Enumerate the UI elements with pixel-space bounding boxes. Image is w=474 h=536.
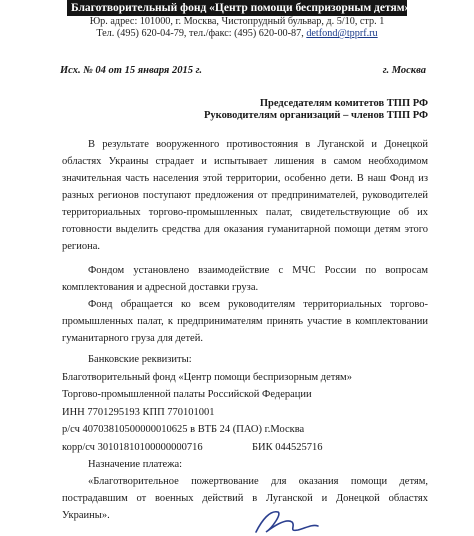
outgoing-number: Исх. № 04 от 15 января 2015 г. bbox=[60, 65, 202, 76]
letter-body-3 bbox=[62, 296, 428, 347]
addressee-block bbox=[204, 98, 428, 122]
bank-details bbox=[62, 351, 428, 474]
letterhead bbox=[0, 0, 474, 40]
letterhead-title: Благотворительный фонд «Центр помощи беспризорным детям» bbox=[67, 0, 407, 16]
paragraph-2: Фондом установлено взаимодействие с МЧС России по вопросам комплектования и адресной доставки груза. bbox=[62, 265, 428, 293]
addressee-line-2: Руководителям организаций – членов ТПП РФ bbox=[204, 110, 428, 121]
bank-corr: корр/сч 30101810100000000716 bbox=[62, 441, 203, 453]
bank-heading: Банковские реквизиты: bbox=[88, 354, 192, 365]
letter-body bbox=[62, 136, 428, 255]
bank-org-1: Благотворительный фонд «Центр помощи беспризорным детям» bbox=[62, 371, 352, 383]
letterhead-phones: Тел. (495) 620-04-79, тел./факс: (495) 620-00-87, bbox=[96, 28, 304, 39]
letter-city: г. Москва bbox=[382, 65, 426, 76]
purpose-block bbox=[62, 473, 428, 524]
bank-inn-kpp: ИНН 7701295193 КПП 770101001 bbox=[62, 406, 215, 418]
letter-meta bbox=[60, 65, 426, 76]
purpose-heading: Назначение платежа: bbox=[88, 459, 183, 470]
paragraph-1: В результате вооруженного противостояния в Луганской и Донецкой областях Украины страдает и испытывает лишения в самом необходимом значительная часть населения этой территории, особенно дети. В наш Фонд из разных регионов поступают предложения от предпринимателей, руководителей территориальных торгово-промышленных палат, свидетельствующие об их готовности выделить средства для оказания гуманитарной помощи детям этого региона. bbox=[62, 139, 428, 252]
letterhead-contacts bbox=[0, 28, 474, 40]
letterhead-address: Юр. адрес: 101000, г. Москва, Чистопрудный бульвар, д. 5/10, стр. 1 bbox=[89, 16, 385, 27]
purpose-text: «Благотворительное пожертвование для оказания помощи детям, пострадавшим от военных действий в Луганской и Донецкой областях Украины». bbox=[62, 476, 428, 521]
bank-org-2: Торгово-промышленной палаты Российской Федерации bbox=[62, 389, 312, 400]
letter-body-2 bbox=[62, 262, 428, 296]
email-link[interactable]: detfond@tpprf.ru bbox=[306, 28, 378, 39]
bank-account: р/сч 40703810500000010625 в ВТБ 24 (ПАО) г.Москва bbox=[62, 424, 305, 435]
signature-icon bbox=[252, 506, 322, 536]
addressee-line-1: Председателям комитетов ТПП РФ bbox=[259, 98, 428, 109]
paragraph-3: Фонд обращается ко всем руководителям территориальных торгово-промышленных палат, к предпринимателям принять участие в комплектовании гуманитарного груза для детей. bbox=[62, 299, 428, 344]
bank-bik: БИК 044525716 bbox=[252, 441, 323, 453]
bank-corr-row bbox=[62, 439, 428, 457]
